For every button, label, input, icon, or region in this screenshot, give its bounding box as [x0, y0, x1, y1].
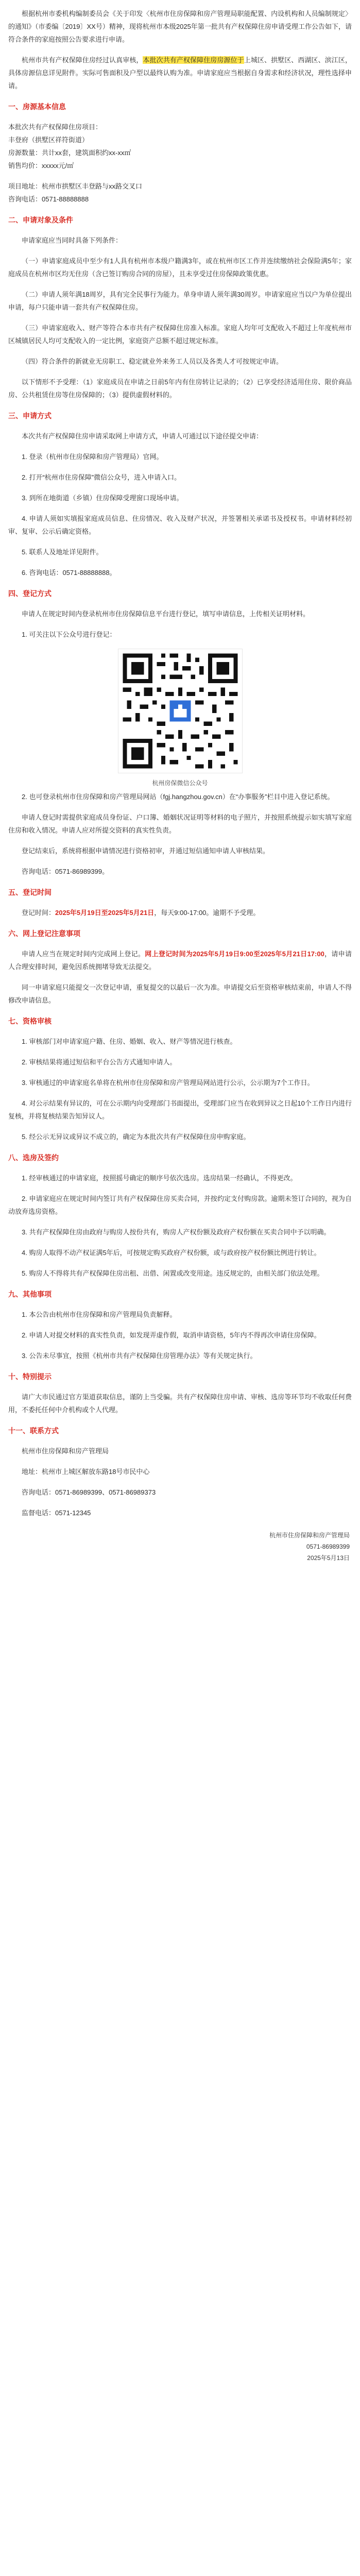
paragraph: 本次共有产权保障住房申请采取网上申请方式，申请人可通过以下途径提交申请：	[22, 432, 263, 440]
paragraph: （二）申请人须年满18周岁，具有完全民事行为能力。单身申请人须年满30周岁。申请家庭应当以户为单位提出申请，每户只能申请一套共有产权保障住房。	[8, 291, 352, 311]
paragraph: 4. 对公示结果有异议的，可在公示期内向受理部门书面提出，受理部门应当在收到异议之日起10个工作日内进行复核，并将复核结果告知异议人。	[8, 1099, 352, 1120]
qr-code-icon	[118, 649, 243, 773]
paragraph: 6. 咨询电话：0571-88888888。	[22, 569, 116, 577]
paragraph: 1. 可关注以下公众号进行登记：	[22, 631, 116, 638]
paragraph: 咨询电话：0571-86989399。	[22, 868, 109, 875]
issuing-org: 杭州市住房保障和房产管理局	[269, 1532, 350, 1539]
section-title: 三、申请方式	[8, 412, 52, 420]
paragraph: 4. 申请人须如实填报家庭成员信息、住房情况、收入及财产状况，并签署相关承诺书及授权书。申请材料经初审、复审、公示后确定资格。	[8, 515, 352, 535]
paragraph: 同一申请家庭只能提交一次登记申请，重复提交的以最后一次为准。申请提交后至资格审核结束前，申请人不得修改申请信息。	[8, 984, 352, 1004]
project-info: 本批次共有产权保障住房项目： 丰登府（拱墅区祥符街道） 房源数量：共计xx套，建筑面积约xx-xx㎡ 销售均价：xxxxx元/㎡	[8, 123, 131, 170]
section-title: 二、申请对象及条件	[8, 216, 73, 224]
intro-paragraph-2: 杭州市共有产权保障住房经过认真审核，本批次共有产权保障住房房源位于上城区、拱墅区、西湖区、滨江区，具体房源信息详见附件。实际可售面积及户型以最终认购为准。申请家庭应当根据自身需求和经济状况，理性选择申请。	[8, 56, 352, 90]
paragraph: 5. 经公示无异议或异议不成立的，确定为本批次共有产权保障住房申购家庭。	[22, 1133, 250, 1141]
section-title: 一、房源基本信息	[8, 103, 66, 111]
paragraph: 2. 也可登录杭州市住房保障和房产管理局网站（fgj.hangzhou.gov.cn）在“办事服务”栏目中进入登记系统。	[22, 793, 334, 801]
paragraph: 2. 申请人对提交材料的真实性负责，如发现弄虚作假，取消申请资格，5年内不得再次申请住房保障。	[22, 1331, 321, 1339]
paragraph: 咨询电话：0571-86989399、0571-86989373	[22, 1488, 156, 1496]
paragraph: 3. 公告未尽事宜，按照《杭州市共有产权保障住房管理办法》等有关规定执行。	[22, 1352, 257, 1360]
paragraph: 2. 打开“杭州市住房保障”微信公众号，进入申请入口。	[22, 473, 181, 481]
paragraph: 3. 到所在地街道（乡镇）住房保障受理窗口现场申请。	[22, 494, 183, 502]
red-emphasis: 网上登记时间为2025年5月19日9:00至2025年5月21日17:00	[145, 950, 324, 958]
paragraph: 5. 联系人及地址详见附件。	[22, 548, 103, 556]
section-title: 十一、联系方式	[8, 1427, 59, 1435]
paragraph: （一）申请家庭成员中至少有1人具有杭州市本级户籍满3年，或在杭州市区工作并连续缴纳社会保险满5年；家庭成员在杭州市区均无住房（含已签订购房合同的房屋），且未享受过住房保障政策优惠。	[8, 257, 352, 278]
paragraph: 登记时间：2025年5月19日至2025年5月21日，每天9:00-17:00。逾期不予受理。	[22, 909, 260, 917]
intro-paragraph: 根据杭州市委机构编制委员会《关于印发〈杭州市住房保障和房产管理局职能配置、内设机构和人员编制规定〉的通知》（市委编〔2019〕XX号）精神，现将杭州市本级2025年第一批共有产权保障住房申请受理工作公告如下，请符合条件的家庭按照公告要求进行申请。	[8, 10, 352, 43]
paragraph: 1. 审核部门对申请家庭户籍、住房、婚姻、收入、财产等情况进行核查。	[22, 1038, 237, 1045]
paragraph: 申请人应当在规定时间内完成网上登记。网上登记时间为2025年5月19日9:00至2025年5月21日17:00，请申请人合理安排时间，避免因系统拥堵导致无法提交。	[8, 950, 352, 971]
paragraph: 请广大市民通过官方渠道获取信息，谨防上当受骗。共有产权保障住房申请、审核、选房等环节均不收取任何费用，不委托任何中介机构或个人代理。	[8, 1393, 352, 1414]
paragraph: （四）符合条件的新就业无房职工、稳定就业外来务工人员以及各类人才可按规定申请。	[22, 358, 283, 365]
section-title: 七、资格审核	[8, 1017, 52, 1025]
section-title: 五、登记时间	[8, 888, 52, 896]
paragraph: 3. 共有产权保障住房由政府与购房人按份共有，购房人产权份额及政府产权份额在买卖合同中予以明确。	[22, 1228, 331, 1236]
paragraph: 1. 本公告由杭州市住房保障和房产管理局负责解释。	[22, 1311, 177, 1318]
paragraph: 2. 审核结果将通过短信和平台公告方式通知申请人。	[22, 1058, 177, 1066]
paragraph: （三）申请家庭收入、财产等符合本市共有产权保障住房准入标准。家庭人均年可支配收入不超过上年度杭州市区城镇居民人均可支配收入的一定比例，家庭资产总额不超过规定标准。	[8, 324, 352, 345]
section-title: 九、其他事项	[8, 1290, 52, 1298]
paragraph: 监督电话：0571-12345	[22, 1509, 91, 1517]
issue-date: 2025年5月13日	[307, 1554, 350, 1562]
section-title: 八、选房及签约	[8, 1154, 59, 1162]
paragraph: 杭州市住房保障和房产管理局	[22, 1447, 109, 1455]
paragraph: 申请人登记时需提供家庭成员身份证、户口簿、婚姻状况证明等材料的电子照片，并按照系统提示如实填写家庭住房和收入情况。申请人应对所提交资料的真实性负责。	[8, 814, 352, 834]
highlighted-text: 本批次共有产权保障住房房源位于	[143, 56, 244, 64]
section-title: 十、特别提示	[8, 1372, 52, 1381]
paragraph: 1. 登录（杭州市住房保障和房产管理局）官网。	[22, 453, 163, 461]
qr-code-block	[113, 649, 247, 787]
paragraph: 登记结束后，系统将根据申请情况进行资格初审，并通过短信通知申请人审核结果。	[22, 847, 270, 855]
section-title: 六、网上登记注意事项	[8, 929, 80, 938]
project-address: 项目地址：杭州市拱墅区丰登路与xx路交叉口 咨询电话：0571-88888888	[8, 182, 143, 203]
paragraph: 地址：杭州市上城区解放东路18号市民中心	[22, 1468, 150, 1476]
paragraph: 2. 申请家庭应在规定时间内签订共有产权保障住房买卖合同，并按约定支付购房款。逾期未签订合同的，视为自动放弃选房资格。	[8, 1195, 352, 1215]
paragraph: 申请家庭应当同时具备下列条件：	[22, 236, 123, 244]
paragraph: 4. 购房人取得不动产权证满5年后，可按规定购买政府产权份额，或与政府按产权份额比例进行转让。	[22, 1249, 321, 1257]
paragraph: 以下情形不予受理：（1）家庭成员在申请之日前5年内有住房转让记录的；（2）已享受经济适用住房、限价商品房、公共租赁住房等住房保障的；（3）提供虚假材料的。	[8, 378, 352, 399]
paragraph: 1. 经审核通过的申请家庭，按照摇号确定的顺序号依次选房。选房结果一经确认，不得更改。	[22, 1174, 297, 1182]
red-emphasis: 2025年5月19日至2025年5月21日	[55, 909, 155, 917]
paragraph: 申请人在规定时间内登录杭州市住房保障信息平台进行登记，填写申请信息，上传相关证明材料。	[22, 610, 310, 618]
issuing-tel: 0571-86989399	[306, 1543, 350, 1550]
qr-caption: 杭州房保微信公众号	[152, 779, 208, 787]
section-title: 四、登记方式	[8, 589, 52, 598]
paragraph: 3. 审核通过的申请家庭名单将在杭州市住房保障和房产管理局网站进行公示，公示期为7个工作日。	[22, 1079, 314, 1087]
paragraph: 5. 购房人不得将共有产权保障住房出租、出借、闲置或改变用途。违反规定的，由相关部门依法处理。	[22, 1269, 324, 1277]
signature-block	[8, 1530, 350, 1564]
